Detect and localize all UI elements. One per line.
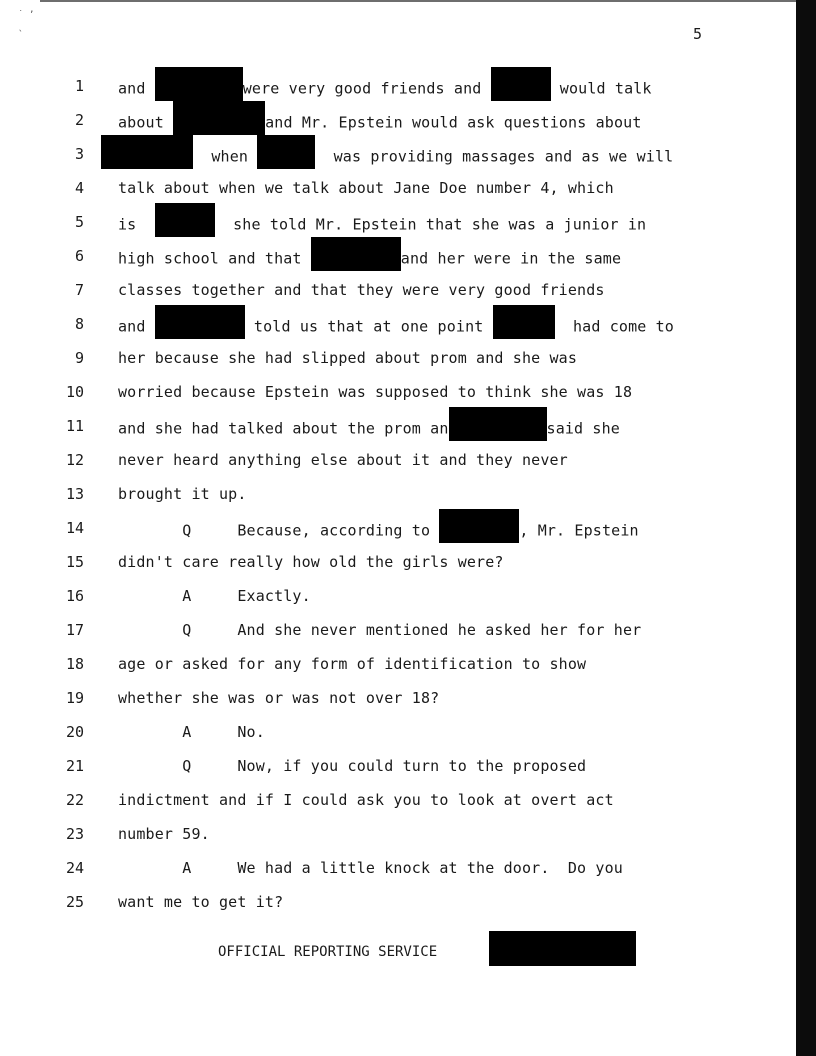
- transcript-line: [0, 109, 790, 133]
- line-text: [118, 893, 283, 911]
- line-text-segment: and: [118, 317, 155, 336]
- redaction-block: [439, 509, 519, 543]
- line-number: 5: [74, 213, 84, 231]
- line-text: [118, 587, 311, 605]
- line-text: [118, 519, 639, 543]
- line-text-segment: never heard anything else about it and they never: [118, 451, 568, 469]
- line-text-segment: high school and that: [118, 249, 311, 268]
- transcript-line: [0, 857, 790, 881]
- transcript-line: [0, 585, 790, 609]
- line-text: [118, 383, 632, 401]
- line-text-segment: and Mr. Epstein would ask questions about: [265, 113, 642, 132]
- line-text-segment: didn't care really how old the girls were?: [118, 553, 504, 571]
- redaction-block: [449, 407, 547, 441]
- line-text: [118, 77, 652, 101]
- transcript-line: [0, 823, 790, 847]
- line-number: 15: [65, 553, 84, 571]
- line-text-segment: and: [118, 79, 155, 98]
- transcript-line: [0, 75, 790, 99]
- transcript-line: [0, 347, 790, 371]
- line-number: 25: [65, 893, 84, 911]
- line-number: 19: [65, 689, 84, 707]
- line-text: [118, 213, 646, 237]
- transcript-line: [0, 721, 790, 745]
- line-text-segment: told us that at one point: [244, 317, 493, 336]
- line-text-segment: she told Mr. Epstein that she was a junior in: [214, 215, 647, 234]
- line-text-segment: her because she had slipped about prom and she was: [118, 349, 578, 367]
- line-text: [118, 689, 439, 707]
- line-text: [118, 723, 265, 741]
- redaction-block: [173, 101, 265, 135]
- line-number: 24: [65, 859, 84, 877]
- line-text-segment: Q Because, according to: [118, 521, 440, 540]
- redaction-block: [491, 67, 551, 101]
- line-number: 22: [65, 791, 84, 809]
- scan-right-edge: [796, 0, 816, 1056]
- line-text-segment: A No.: [118, 723, 265, 741]
- transcript-line: [0, 211, 790, 235]
- transcript-line: [0, 449, 790, 473]
- line-text-segment: talk about when we talk about Jane Doe number 4, which: [118, 179, 614, 197]
- line-text: [118, 859, 623, 877]
- line-text-segment: about: [118, 113, 174, 132]
- transcript-line: [0, 517, 790, 541]
- redaction-block: [493, 305, 555, 339]
- line-text-segment: and her were in the same: [400, 249, 622, 268]
- line-text: [118, 553, 504, 571]
- line-number: 20: [65, 723, 84, 741]
- line-number: 8: [74, 315, 84, 333]
- transcript-line: [0, 483, 790, 507]
- transcript-line: [0, 653, 790, 677]
- line-text-segment: worried because Epstein was supposed to think she was 18: [118, 383, 633, 401]
- line-text: [118, 451, 568, 469]
- transcript-line: [0, 687, 790, 711]
- line-number: 2: [74, 111, 84, 129]
- line-text-segment: had come to: [554, 317, 674, 336]
- line-text-segment: classes together and that they were very good friends: [118, 281, 605, 299]
- line-text: [118, 621, 641, 639]
- transcript-line: [0, 415, 790, 439]
- transcript-line: [0, 891, 790, 915]
- line-number: 6: [74, 247, 84, 265]
- line-text: [118, 417, 620, 441]
- line-number: 14: [65, 519, 84, 537]
- line-text-segment: is: [118, 215, 155, 234]
- line-text: [118, 791, 614, 809]
- line-text-segment: Q Now, if you could turn to the proposed: [118, 757, 587, 775]
- redaction-block: [155, 67, 243, 101]
- line-number: 16: [65, 587, 84, 605]
- line-text-segment: , Mr. Epstein: [519, 521, 639, 540]
- line-text-segment: when: [193, 147, 258, 166]
- line-text-segment: was providing massages and as we will: [315, 147, 674, 166]
- redaction-block: [101, 135, 193, 169]
- line-number: 3: [74, 145, 84, 163]
- transcript-line: [0, 381, 790, 405]
- line-number: 4: [74, 179, 84, 197]
- footer-reporting-service: OFFICIAL REPORTING SERVICE: [218, 944, 438, 960]
- line-text-segment: would talk: [550, 79, 652, 98]
- line-number: 7: [74, 281, 84, 299]
- line-text: [118, 145, 673, 169]
- line-text-segment: A We had a little knock at the door. Do you: [118, 859, 623, 877]
- line-text-segment: said she: [546, 419, 620, 438]
- line-text: [118, 349, 577, 367]
- redaction-block: [311, 237, 401, 271]
- transcript-line: [0, 789, 790, 813]
- line-text: [118, 485, 247, 503]
- line-text-segment: want me to get it?: [118, 893, 284, 911]
- line-text: [118, 825, 210, 843]
- redaction-block: [155, 305, 245, 339]
- line-text-segment: Q And she never mentioned he asked her for her: [118, 621, 642, 639]
- line-text-segment: were very good friends and: [242, 79, 491, 98]
- transcript-line: [0, 245, 790, 269]
- transcript-line: [0, 279, 790, 303]
- line-number: 23: [65, 825, 84, 843]
- line-text: [118, 111, 642, 135]
- transcript-line: [0, 177, 790, 201]
- line-text: [118, 315, 674, 339]
- line-text: [118, 247, 621, 271]
- line-text-segment: indictment and if I could ask you to look at overt act: [118, 791, 614, 809]
- line-number: 12: [65, 451, 84, 469]
- line-number: 13: [65, 485, 84, 503]
- transcript-line: [0, 551, 790, 575]
- page-number: 5: [693, 25, 703, 43]
- line-text: [118, 655, 586, 673]
- transcript-line: [0, 143, 790, 167]
- line-number: 21: [65, 757, 84, 775]
- footer-redaction: [489, 931, 636, 966]
- line-text-segment: whether she was or was not over 18?: [118, 689, 440, 707]
- line-number: 17: [65, 621, 84, 639]
- transcript-line: [0, 755, 790, 779]
- line-text: [118, 281, 605, 299]
- line-number: 18: [65, 655, 84, 673]
- line-number: 1: [74, 77, 84, 95]
- line-text-segment: age or asked for any form of identification to show: [118, 655, 587, 673]
- line-text: [118, 179, 614, 197]
- line-number: 10: [65, 383, 84, 401]
- line-number: 9: [74, 349, 84, 367]
- scan-specks: ˙ ʼ `: [18, 10, 35, 40]
- transcript-line: [0, 313, 790, 337]
- redaction-block: [257, 135, 315, 169]
- line-text: [118, 757, 586, 775]
- line-text-segment: A Exactly.: [118, 587, 311, 605]
- line-text-segment: and she had talked about the prom an: [118, 419, 449, 438]
- redaction-block: [155, 203, 215, 237]
- line-number: 11: [65, 417, 84, 435]
- scan-top-edge: [40, 0, 796, 2]
- line-text-segment: brought it up.: [118, 485, 247, 503]
- line-text-segment: number 59.: [118, 825, 210, 843]
- transcript-line: [0, 619, 790, 643]
